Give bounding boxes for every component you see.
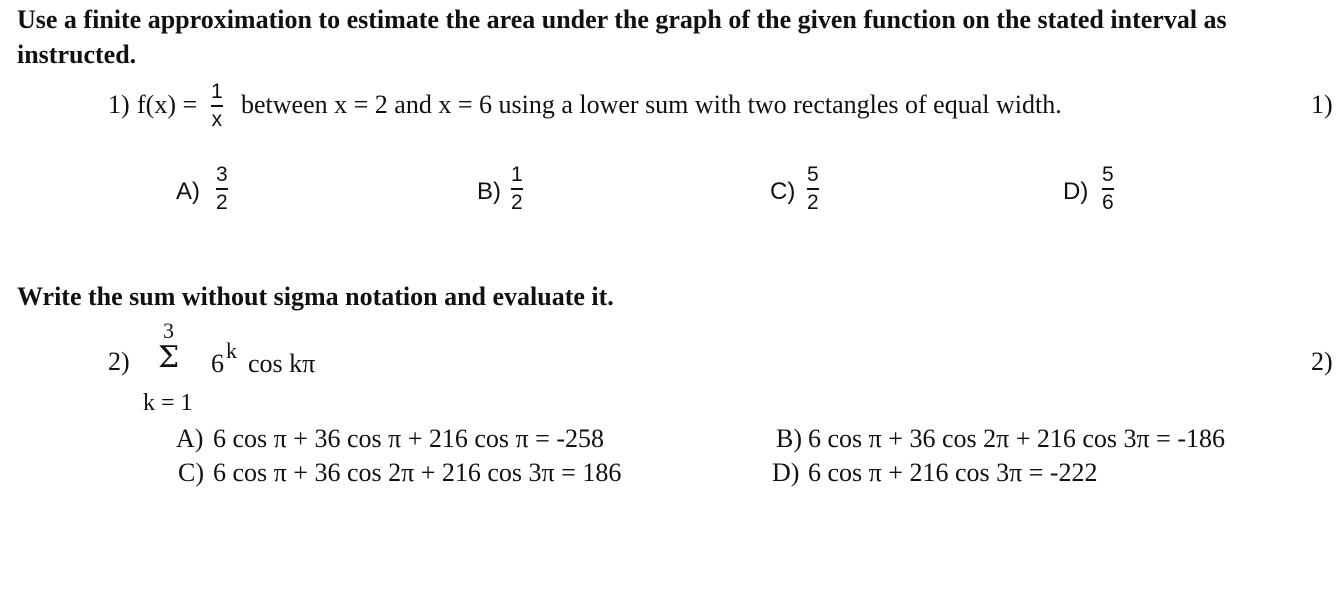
q1-choice-b-fraction [511,163,523,215]
instruction-sigma: Write the sum without sigma notation and evaluate it. [17,282,614,311]
q1-choice-c-numerator: 5 [807,163,819,186]
q1-choice-b-numerator: 1 [511,163,523,186]
q2-choice-a-text: 6 cos π + 36 cos π + 216 cos π = -258 [213,424,605,453]
q1-number: 1) [108,90,130,119]
q2-term: cos kπ [248,349,316,378]
q1-choice-b-denominator: 2 [511,191,523,214]
instruction-finite-approx-line2: instructed. [17,40,137,69]
q1-prompt-text: between x = 2 and x = 6 using a lower sum with two rectangles of equal width. [241,90,1062,119]
fraction-bar [216,188,228,190]
q2-choice-b-label: B) [776,424,802,453]
fraction-bar [807,188,819,190]
q2-sigma-symbol: Σ [158,340,180,375]
q1-choice-d-numerator: 5 [1102,163,1114,186]
q2-number: 2) [108,347,130,376]
q1-fraction-denominator: x [211,108,223,131]
q1-choice-a-numerator: 3 [216,163,228,186]
q1-choice-d-label: D) [1063,178,1089,205]
q1-choice-b-label: B) [477,178,501,205]
fraction-bar [211,105,223,107]
q2-base: 6 [211,349,224,378]
q1-choice-d-denominator: 6 [1102,191,1114,214]
q1-choice-d-fraction [1102,163,1114,215]
q1-choice-c-denominator: 2 [807,191,819,214]
q1-choice-a-denominator: 2 [216,191,228,214]
q2-choice-c-label: C) [178,458,204,487]
q2-exponent: k [226,338,237,363]
q1-function-label: f(x) = [137,90,198,119]
q1-choice-a-fraction [216,163,228,215]
q1-choice-c-label: C) [770,178,796,205]
q2-right-number: 2) [1311,347,1333,376]
fraction-bar [1102,188,1114,190]
q1-choice-c-fraction [807,163,819,215]
q2-sigma-lower: k = 1 [143,390,193,416]
q2-choice-d-label: D) [772,458,800,487]
q2-choice-d-text: 6 cos π + 216 cos 3π = -222 [808,458,1098,487]
q1-choice-a-label: A) [176,178,200,205]
fraction-bar [511,188,523,190]
q1-function-fraction [211,80,223,132]
q2-choice-b-text: 6 cos π + 36 cos 2π + 216 cos 3π = -186 [808,424,1226,453]
q2-choice-a-label: A) [176,424,204,453]
q2-choice-c-text: 6 cos π + 36 cos 2π + 216 cos 3π = 186 [213,458,622,487]
q2-sigma-upper: 3 [163,318,174,343]
instruction-finite-approx-line1: Use a finite approximation to estimate the area under the graph of the given function on the stated interval as [17,5,1227,34]
q1-right-number: 1) [1311,90,1333,119]
q1-fraction-numerator: 1 [211,80,223,103]
